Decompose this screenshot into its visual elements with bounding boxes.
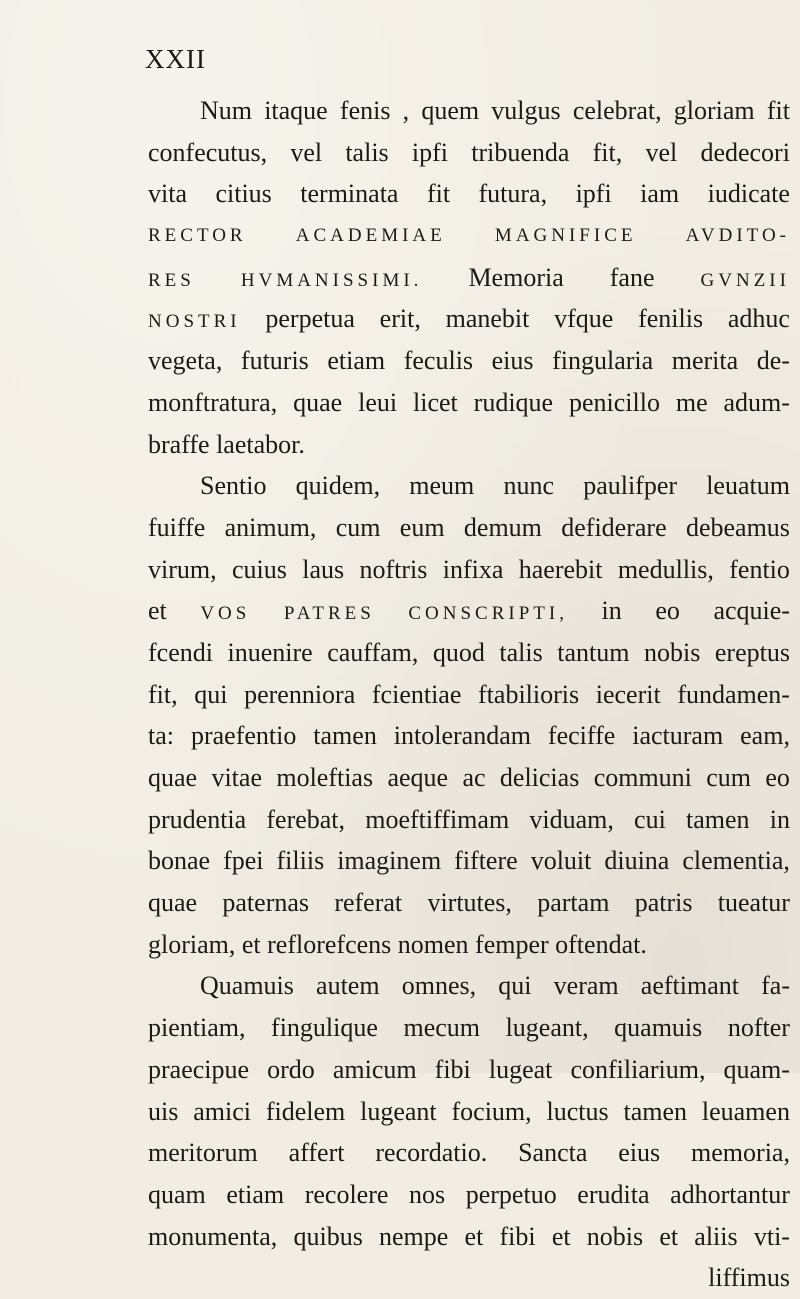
text-line (148, 799, 790, 841)
word: fit (766, 96, 790, 125)
word: lugeant, (505, 1013, 589, 1043)
word: VOS (200, 603, 251, 625)
word: erit, (379, 304, 421, 334)
word: terminata (300, 179, 399, 209)
word: , (402, 96, 410, 125)
text-line (148, 257, 790, 299)
word: nunc (503, 471, 555, 501)
word: me (675, 387, 708, 417)
word: ferebat, (266, 804, 346, 834)
word: manebit (445, 304, 530, 334)
word: nobis (644, 637, 701, 667)
word: iacturam (632, 721, 724, 751)
word: intolerandam (393, 721, 531, 751)
word: paternas (222, 888, 310, 918)
word: rudique (473, 387, 554, 417)
word: fundamen- (677, 679, 790, 709)
word: Memoria (468, 262, 564, 292)
word: laus (302, 554, 345, 584)
word: nos (409, 1179, 446, 1209)
word: aeftimant (640, 971, 739, 1001)
text-line (148, 507, 790, 549)
word: memoria, (691, 1138, 790, 1168)
text-line (148, 298, 790, 340)
text-line (148, 90, 790, 132)
text-line (148, 1216, 790, 1258)
word: meritorum (148, 1138, 258, 1168)
text-line (148, 715, 790, 757)
word: fit, (592, 137, 623, 167)
word: partam (537, 888, 610, 918)
word: vita (148, 179, 187, 209)
word: dedecori (700, 137, 790, 167)
word: ordo (267, 1054, 315, 1084)
word: luctus (546, 1096, 609, 1126)
word: merita (671, 346, 739, 376)
word: pientiam, (148, 1013, 246, 1043)
word: ta: (148, 721, 174, 751)
page-number: XXII (145, 44, 206, 74)
line-segment: gloriam, et reflorefcens nomen femper oftendat. (148, 929, 647, 959)
word: vegeta, (148, 346, 223, 376)
word: patris (634, 888, 693, 918)
word: vfque (554, 304, 614, 334)
word: cui (634, 804, 666, 834)
word: fiftere (454, 846, 518, 876)
word: tantum (557, 637, 630, 667)
word: veram (553, 971, 619, 1001)
word: vitae (211, 763, 262, 792)
word: adum- (723, 387, 790, 417)
text-line (148, 674, 790, 716)
word: infixa (442, 554, 504, 584)
word: CONSCRIPTI, (408, 603, 568, 625)
word: diuina (604, 846, 670, 876)
word: tamen (313, 721, 377, 751)
word: moeftiffimam (365, 804, 510, 834)
word: aliis (694, 1221, 738, 1251)
word: leuatum (706, 471, 790, 501)
text-line (148, 465, 790, 507)
word: fibi (499, 1221, 536, 1251)
word: amici (193, 1096, 251, 1126)
word: lugeant (360, 1096, 437, 1126)
text-line (148, 424, 790, 466)
word: leui (358, 387, 398, 417)
word: noftris (359, 554, 428, 584)
word: viduam, (529, 804, 614, 834)
word: debeamus (685, 512, 790, 542)
word: et (659, 1221, 679, 1251)
word: etiam (226, 1179, 285, 1209)
text-line (148, 840, 790, 882)
word: perpetua (265, 304, 355, 334)
word: Quamuis (200, 971, 294, 1001)
word: leuamen (701, 1096, 790, 1126)
word: fpei (223, 846, 264, 876)
word: lugeat (488, 1054, 553, 1084)
word: autem (316, 971, 380, 1001)
text-line (148, 590, 790, 632)
word: eo (655, 596, 680, 626)
word: confiliarium, (570, 1054, 706, 1084)
word: Sentio (200, 471, 267, 501)
word: iudicate (707, 179, 790, 209)
word: Num (200, 96, 252, 125)
word: virtutes, (427, 888, 512, 918)
word: futuris (240, 346, 309, 376)
word: ipfi (575, 179, 612, 209)
body-text (148, 90, 790, 1299)
word: fidelem (265, 1096, 346, 1126)
word: praefentio (190, 721, 297, 751)
word: tueatur (717, 888, 790, 918)
word: tribuenda (471, 137, 570, 167)
word: fa- (761, 971, 790, 1001)
catchword: liffimus (708, 1263, 790, 1293)
word: ac (462, 763, 486, 792)
word: uis (148, 1096, 179, 1126)
word: quidem, (295, 471, 381, 501)
word: affert (288, 1138, 345, 1168)
word: perenniora (244, 679, 356, 709)
word: ereptus (714, 637, 790, 667)
word: Sancta (518, 1138, 588, 1168)
text-line (148, 215, 790, 257)
word: eam, (740, 721, 790, 751)
word: nempe (379, 1221, 449, 1251)
word: voluit (530, 846, 592, 876)
word: aeque (387, 763, 449, 792)
word: quae (148, 763, 198, 792)
word: moleftias (276, 763, 374, 792)
word: talis (345, 137, 389, 167)
word: etiam (327, 346, 386, 376)
catchword-line (148, 1257, 790, 1299)
text-line (148, 132, 790, 174)
word: fentio (729, 554, 790, 584)
word: qui (194, 679, 228, 709)
word: fcientiae (371, 679, 462, 709)
word: erudita (577, 1179, 650, 1209)
word: eius (491, 346, 534, 376)
word: nofter (727, 1013, 790, 1043)
word: tamen (623, 1096, 688, 1126)
word: HVMANISSIMI. (240, 269, 423, 291)
word: iam (640, 179, 680, 209)
word: fuiffe (148, 512, 206, 542)
word: haerebit (518, 554, 603, 584)
word: fingularia (552, 346, 654, 376)
word: ftabilioris (478, 679, 580, 709)
word: quod (432, 637, 485, 667)
text-line (148, 632, 790, 674)
word: cum (706, 763, 752, 792)
word: eius (618, 1138, 661, 1168)
word: adhortantur (670, 1179, 790, 1209)
word: et (148, 596, 167, 626)
word: mecum (403, 1013, 481, 1043)
word: cuius (231, 554, 287, 584)
word: et (464, 1221, 484, 1251)
word: recordatio. (375, 1138, 488, 1168)
word: fit, (148, 679, 178, 709)
word: fingulique (271, 1013, 378, 1043)
word: demum (463, 512, 542, 542)
word: paulifper (583, 471, 678, 501)
word: futura, (478, 179, 548, 209)
word: talis (499, 637, 543, 667)
word: quae (148, 888, 198, 918)
word: confecutus, (148, 137, 268, 167)
word: celebrat, (572, 96, 662, 125)
word: ACADEMIAE (295, 225, 446, 247)
word: in (601, 596, 622, 626)
word: vel (290, 137, 323, 167)
word: et (551, 1221, 571, 1251)
word: meum (409, 471, 475, 501)
text-line (148, 757, 790, 799)
word: animum, (224, 512, 317, 542)
word: vulgus (491, 96, 561, 125)
word: licet (413, 387, 458, 417)
word: eo (765, 763, 790, 792)
word: imaginem (337, 846, 442, 876)
word: prudentia (148, 804, 247, 834)
word: fenis (339, 96, 391, 125)
word: fane (609, 262, 655, 292)
word: ipfi (411, 137, 448, 167)
word: focium, (451, 1096, 532, 1126)
word: defiderare (561, 512, 667, 542)
word: quem (421, 96, 480, 125)
word: acquie- (713, 596, 790, 626)
word: bonae (148, 846, 211, 876)
word: RES (148, 269, 195, 291)
word: referat (334, 888, 403, 918)
word: adhuc (727, 304, 790, 334)
word: delicias (499, 763, 580, 792)
word: quam (148, 1179, 206, 1209)
word: amicum (332, 1054, 417, 1084)
word: omnes, (401, 971, 477, 1001)
word: quamuis (614, 1013, 703, 1043)
word: inuenire (227, 637, 313, 667)
word: tamen (686, 804, 750, 834)
text-line (148, 1007, 790, 1049)
word: quibus (293, 1221, 363, 1251)
text-line (148, 1132, 790, 1174)
text-line (148, 549, 790, 591)
word: fenilis (638, 304, 704, 334)
word: quae (293, 387, 343, 417)
word: cum (335, 512, 381, 542)
word: gloriam (673, 96, 755, 125)
word: vti- (753, 1221, 790, 1251)
word: iecerit (595, 679, 661, 709)
text-line (148, 173, 790, 215)
word: qui (498, 971, 532, 1001)
word: NOSTRI (148, 311, 241, 333)
word: de- (756, 346, 790, 376)
text-line (148, 924, 790, 966)
word: praecipue (148, 1054, 250, 1084)
word: itaque (264, 96, 328, 125)
word: nobis (586, 1221, 644, 1251)
word: feculis (403, 346, 474, 376)
word: monumenta, (148, 1221, 278, 1251)
text-line (148, 1049, 790, 1091)
word: cauffam, (327, 637, 419, 667)
word: virum, (148, 554, 217, 584)
word: clementia, (682, 846, 790, 876)
text-line (148, 1091, 790, 1133)
word: penicillo (568, 387, 660, 417)
word: MAGNIFICE (494, 225, 637, 247)
word: feciffe (547, 721, 616, 751)
word: vel (645, 137, 678, 167)
word: communi (593, 763, 692, 792)
word: fibi (434, 1054, 471, 1084)
word: AVDITO- (685, 225, 790, 247)
word: medullis, (617, 554, 714, 584)
word: recolere (304, 1179, 389, 1209)
word: RECTOR (148, 225, 247, 247)
text-line (148, 965, 790, 1007)
word: fcendi (148, 637, 213, 667)
word: GVNZII (700, 269, 790, 291)
word: fit (426, 179, 451, 209)
word: perpetuo (465, 1179, 557, 1209)
text-line (148, 340, 790, 382)
word: monftratura, (148, 387, 278, 417)
word: quam- (723, 1054, 790, 1084)
text-line (148, 882, 790, 924)
word: PATRES (283, 603, 375, 625)
text-line (148, 1174, 790, 1216)
word: eum (399, 512, 445, 542)
word: citius (215, 179, 272, 209)
word: filiis (276, 846, 325, 876)
word: in (769, 804, 790, 834)
text-line (148, 382, 790, 424)
line-segment: braffe laetabor. (148, 429, 305, 459)
